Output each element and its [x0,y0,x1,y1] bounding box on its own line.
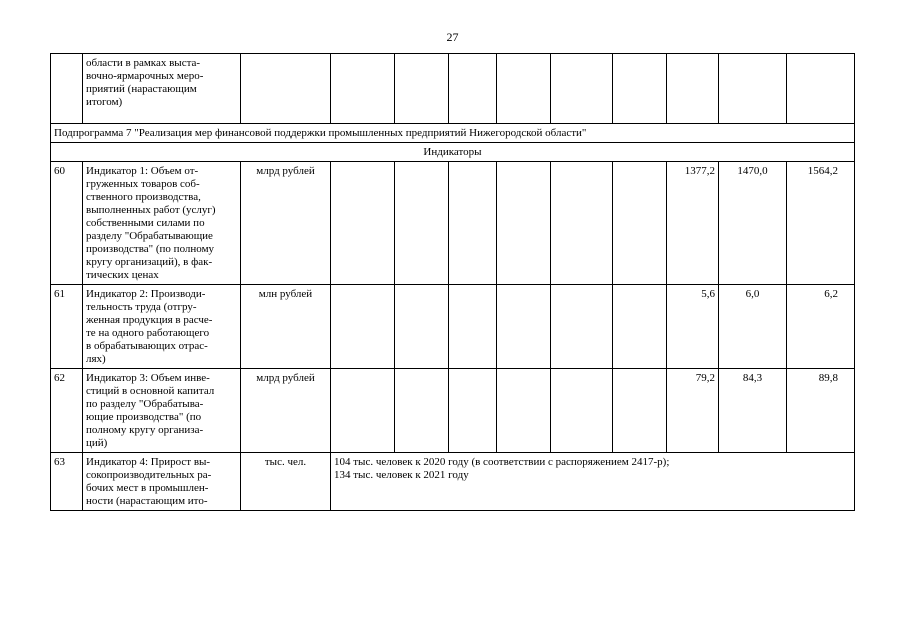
value-cell [497,285,551,369]
name-line: женная продукция в расче- [86,314,213,326]
subprogram-row [51,124,855,143]
value-cell [331,285,395,369]
name-line: в обрабатывающих отрас- [86,340,208,352]
name-line: выполненных работ (услуг) [86,204,216,216]
table-row-continued [51,54,855,124]
value-cell [719,54,787,124]
indicators-table [50,53,855,511]
value-cell: 79,2 [667,369,719,453]
indicator-name-cell [83,369,241,453]
name-line: Индикатор 2: Производи- [86,288,206,300]
value-cell [497,162,551,285]
value-cell [497,369,551,453]
value-cell: 89,8 [787,369,855,453]
value-cell [497,54,551,124]
value-cell [613,369,667,453]
value-cell [331,54,395,124]
page-number: 27 [446,30,459,44]
name-line: Индикатор 3: Объем инве- [86,372,210,384]
note-line: 134 тыс. человек к 2021 году [334,469,469,481]
name-line: лях) [86,353,106,365]
value-cell: 5,6 [667,285,719,369]
value-cell: 6,2 [787,285,855,369]
indicator-name-cell [83,54,241,124]
unit-cell: тыс. чел. [241,453,331,511]
value-cell [551,54,613,124]
value-cell: 1377,2 [667,162,719,285]
name-line: собственными силами по [86,217,205,229]
indicator-name-cell [83,285,241,369]
unit-cell: млн рублей [241,285,331,369]
table-row [51,162,855,285]
name-line: стиций в основной капитал [86,385,215,397]
name-line: те на одного работающего [86,327,210,339]
row-number: 61 [51,285,83,369]
table-row [51,453,855,511]
name-line: ственного производства, [86,191,201,203]
name-line: ющие производства" (по [86,411,202,423]
target-note-cell [331,453,855,511]
table-row [51,285,855,369]
value-cell [449,369,497,453]
value-cell: 1470,0 [719,162,787,285]
unit-cell: млрд рублей [241,162,331,285]
value-cell [395,285,449,369]
name-line: вочно-ярмарочных меро- [86,70,204,82]
indicator-name-cell [83,162,241,285]
indicator-name-cell [83,453,241,511]
unit-cell: млрд рублей [241,369,331,453]
name-line: ций) [86,437,108,449]
value-cell [395,54,449,124]
value-cell [331,162,395,285]
value-cell [551,369,613,453]
subprogram-title: Подпрограмма 7 "Реализация мер финансовой поддержки промышленных предприятий Нижегородской области" [51,124,855,143]
value-cell [449,285,497,369]
value-cell [331,369,395,453]
value-cell [667,54,719,124]
value-cell [395,369,449,453]
value-cell [449,54,497,124]
row-number: 60 [51,162,83,285]
name-line: Индикатор 4: Прирост вы- [86,456,211,468]
name-line: кругу организаций), в фак- [86,256,213,268]
name-line: груженных товаров соб- [86,178,200,190]
value-cell: 84,3 [719,369,787,453]
name-line: тельность труда (отгру- [86,301,197,313]
row-number-cell [51,54,83,124]
name-line: области в рамках выста- [86,57,201,69]
value-cell [551,162,613,285]
table-row [51,369,855,453]
name-line: по разделу "Обрабатыва- [86,398,204,410]
indicators-header-row [51,143,855,162]
name-line: итогом) [86,96,123,108]
value-cell [551,285,613,369]
name-line: Индикатор 1: Объем от- [86,165,199,177]
indicators-header: Индикаторы [51,143,855,162]
name-line: производства" (по полному [86,243,215,255]
value-cell: 6,0 [719,285,787,369]
unit-cell [241,54,331,124]
name-line: ности (нарастающим ито- [86,495,208,507]
name-line: тических ценах [86,269,159,281]
value-cell [613,285,667,369]
name-line: бочих мест в промышлен- [86,482,209,494]
name-line: разделу "Обрабатывающие [86,230,213,242]
value-cell [613,54,667,124]
value-cell [395,162,449,285]
name-line: приятий (нарастающим [86,83,197,95]
value-cell [787,54,855,124]
value-cell: 1564,2 [787,162,855,285]
name-line: сокопроизводительных ра- [86,469,212,481]
note-line: 104 тыс. человек к 2020 году (в соответствии с распоряжением 2417-р); [334,456,670,468]
name-line: полному кругу организа- [86,424,204,436]
row-number: 63 [51,453,83,511]
value-cell [449,162,497,285]
value-cell [613,162,667,285]
row-number: 62 [51,369,83,453]
